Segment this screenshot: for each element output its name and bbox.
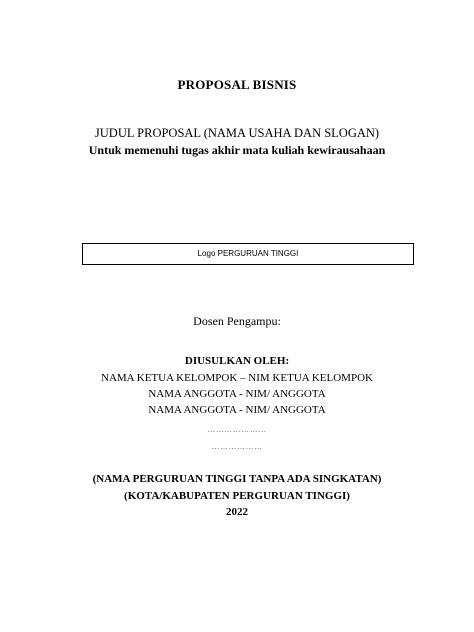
proposed-by-label: DIUSULKAN OLEH: [184,355,290,367]
member-line: NAMA ANGGOTA - NIM/ ANGGOTA [148,404,326,416]
member-line: NAMA ANGGOTA - NIM/ ANGGOTA [148,388,326,400]
ellipsis-line: ……………… [211,442,263,451]
ellipsis-line: ………………… [207,425,267,434]
institution-city: (KOTA/KABUPATEN PERGURUAN TINGGI) [124,490,350,502]
member-line: NAMA KETUA KELOMPOK – NIM KETUA KELOMPOK [101,372,373,384]
proposal-title: JUDUL PROPOSAL (NAMA USAHA DAN SLOGAN) [94,126,380,140]
supervisor-label: Dosen Pengampu: [193,314,281,328]
logo-placeholder-box [82,243,414,265]
document-year: 2022 [226,506,248,518]
logo-placeholder-label: Logo PERGURUAN TINGGI [197,249,299,258]
institution-name: (NAMA PERGURUAN TINGGI TANPA ADA SINGKATAN) [92,473,382,485]
document-title: PROPOSAL BISNIS [177,77,297,92]
proposal-purpose: Untuk memenuhi tugas akhir mata kuliah kewirausahaan [88,143,386,157]
